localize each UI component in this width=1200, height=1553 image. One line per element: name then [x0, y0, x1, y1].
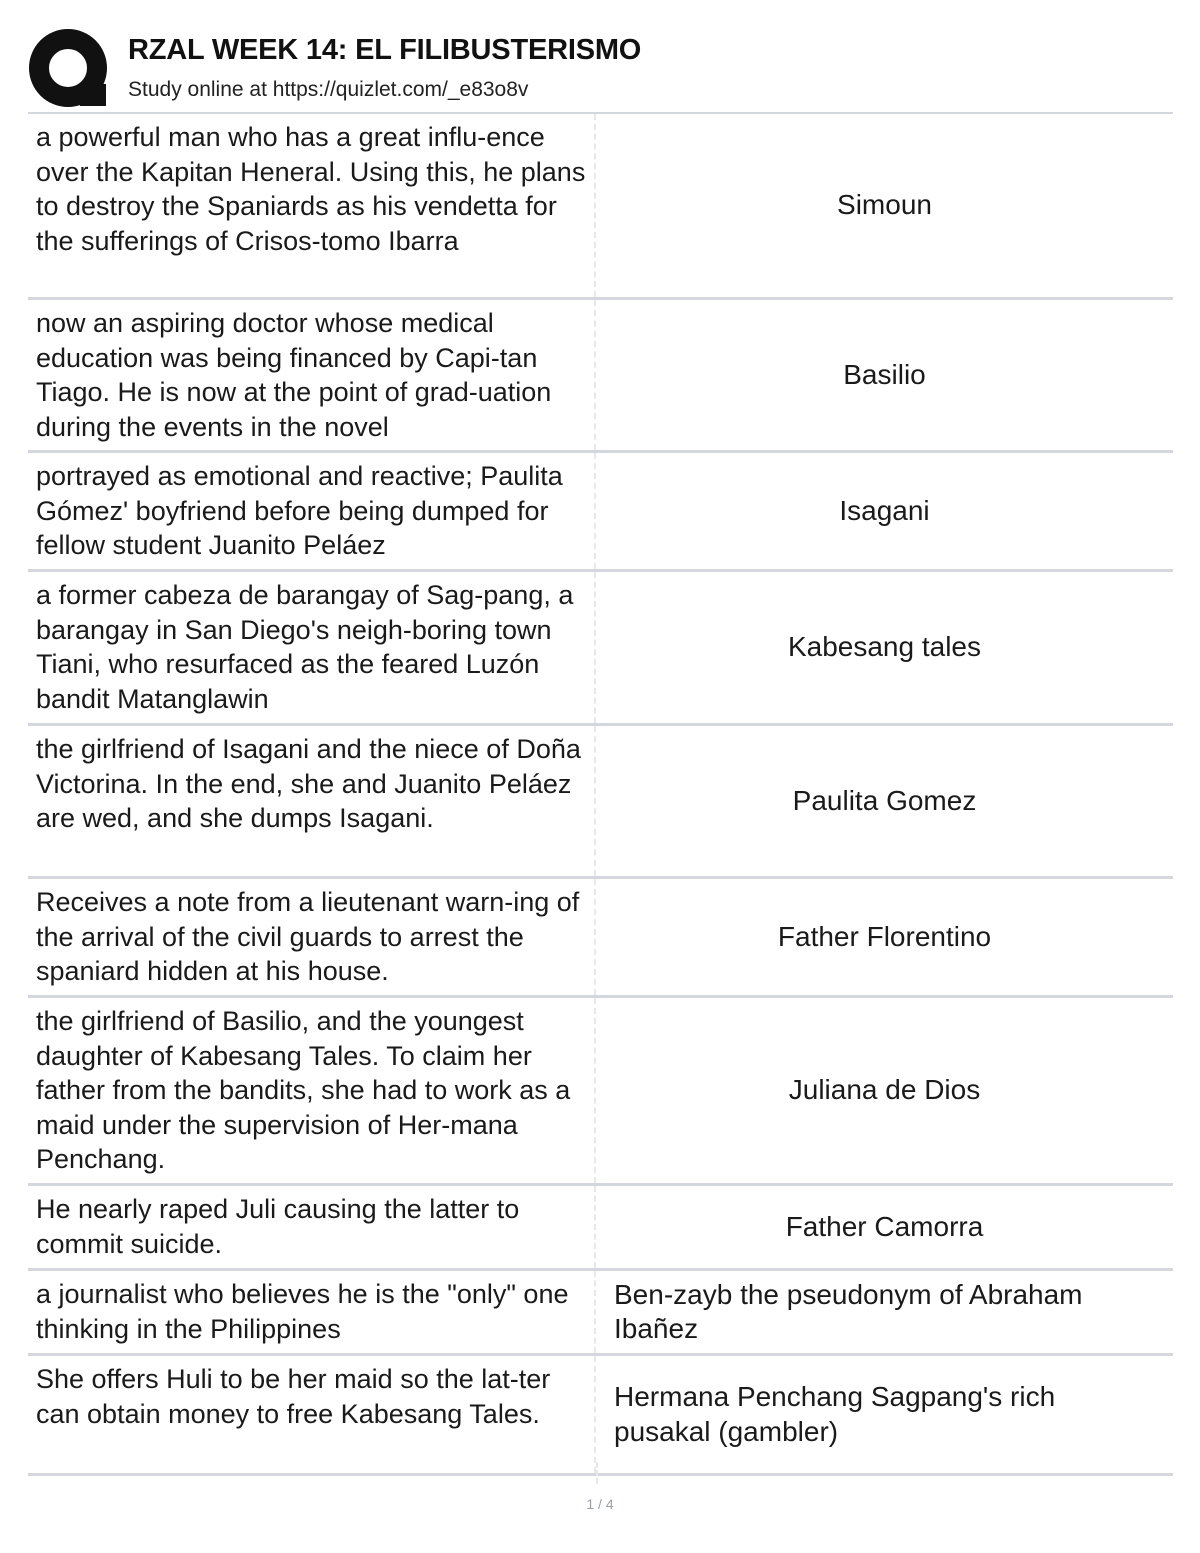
flashcard-row: [28, 1186, 1173, 1271]
flashcard-row: [28, 726, 1173, 879]
flashcard-list: [28, 114, 1173, 1476]
card-term: a powerful man who has a great influ-ence over the Kapitan Heneral. Using this, he plans to destroy the Spaniards as his vendetta for the sufferings of Crisos-tomo Ibarra: [28, 114, 596, 297]
card-definition: Isagani: [839, 494, 930, 526]
card-definition: Kabesang tales: [787, 631, 982, 663]
card-definition: Father Camorra: [785, 1210, 984, 1242]
card-definition: Basilio: [843, 358, 926, 390]
card-definition: Father Florentino: [777, 920, 992, 952]
flashcard-row: [28, 879, 1173, 998]
flashcard-row: [28, 998, 1173, 1186]
flashcard-row: [28, 572, 1173, 726]
card-term: a former cabeza de barangay of Sag-pang, a barangay in San Diego's neigh-boring town Tiani, who resurfaced as the feared Luzón bandit Matanglawin: [28, 572, 596, 723]
card-term: now an aspiring doctor whose medical education was being financed by Capi-tan Tiago. He is now at the point of grad-uation during the events in the novel: [28, 300, 596, 450]
card-definition: Juliana de Dios: [788, 1074, 981, 1106]
card-definition: Paulita Gomez: [792, 784, 977, 816]
card-term: She offers Huli to be her maid so the lat-ter can obtain money to free Kabesang Tales.: [28, 1356, 596, 1473]
study-link[interactable]: Study online at https://quizlet.com/_e83o8v: [128, 78, 529, 101]
card-term: the girlfriend of Basilio, and the youngest daughter of Kabesang Tales. To claim her father from the bandits, she had to work as a maid under the supervision of Her-mana Penchang.: [28, 998, 596, 1183]
flashcard-row: [28, 453, 1173, 572]
card-term: portrayed as emotional and reactive; Paulita Gómez' boyfriend before being dumped for fellow student Juanito Peláez: [28, 453, 596, 569]
card-definition: Hermana Penchang Sagpang's rich pusakal (gambler): [614, 1381, 1056, 1447]
page-title: RZAL WEEK 14: EL FILIBUSTERISMO: [128, 34, 642, 66]
page-number: 1 / 4: [586, 1496, 614, 1512]
quizlet-logo-icon: [28, 28, 112, 112]
card-term: a journalist who believes he is the "only" one thinking in the Philippines: [28, 1271, 596, 1353]
column-divider-tail: [596, 1462, 598, 1484]
flashcard-row: [28, 1271, 1173, 1356]
card-term: the girlfriend of Isagani and the niece of Doña Victorina. In the end, she and Juanito Peláez are wed, and she dumps Isagani.: [28, 726, 596, 876]
flashcard-row: [28, 114, 1173, 300]
page-header: [28, 28, 1173, 112]
card-term: Receives a note from a lieutenant warn-ing of the arrival of the civil guards to arrest the spaniard hidden at his house.: [28, 879, 596, 995]
flashcard-row: [28, 300, 1173, 453]
card-definition: Ben-zayb the pseudonym of Abraham Ibañez: [614, 1278, 1083, 1344]
flashcard-row: [28, 1356, 1173, 1476]
card-definition: Simoun: [837, 189, 932, 221]
card-term: He nearly raped Juli causing the latter to commit suicide.: [28, 1186, 596, 1268]
